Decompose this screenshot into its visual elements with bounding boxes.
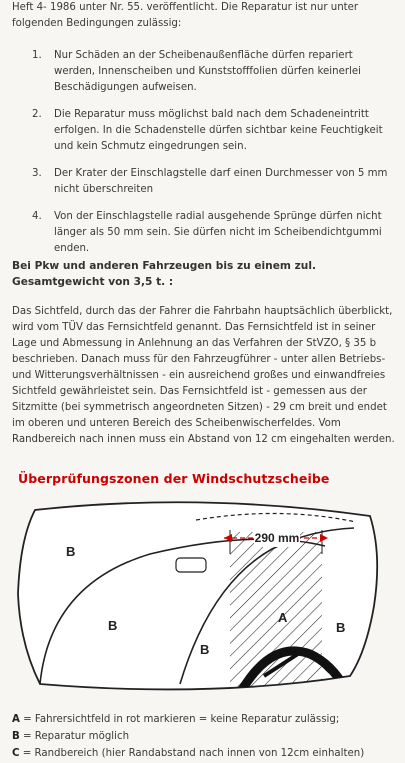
legend-text: = Reparatur möglich <box>19 731 130 742</box>
intro-text: Heft 4- 1986 unter Nr. 55. veröffentlicht. Die Reparatur ist nur unter folgenden Bedingungen zulässig: <box>12 2 359 29</box>
legend-key: A <box>12 714 20 725</box>
list-text: Von der Einschlagstelle radial ausgehende Sprünge dürfen nicht länger als 50 mm sein. Sie dürfen nicht im Scheibendichtgummi enden. <box>54 211 382 254</box>
conditions-list <box>32 48 397 268</box>
legend-item <box>12 728 401 745</box>
legend-text: = Fahrersichtfeld in rot markieren = keine Reparatur zulässig; <box>19 714 340 725</box>
legend-item <box>12 745 401 762</box>
zone-a-hatched <box>230 532 322 702</box>
list-number: 4. <box>32 211 42 222</box>
legend <box>12 711 401 762</box>
zone-label-b: B <box>108 618 118 633</box>
list-number: 3. <box>32 168 42 179</box>
zone-label-b: B <box>66 544 76 559</box>
legend-item <box>12 711 401 728</box>
section-heading: Bei Pkw und anderen Fahrzeugen bis zu einem zul. Gesamtgewicht von 3,5 t. : <box>12 260 316 288</box>
list-text: Nur Schäden an der Scheibenaußenfläche dürfen repariert werden, Innenscheiben und Kunststofffolien dürfen keinerlei Beschädigungen aufweisen. <box>54 50 361 93</box>
list-number: 2. <box>32 109 42 120</box>
list-item <box>32 107 397 155</box>
zone-label-a: A <box>278 610 288 625</box>
diagram-title: Überprüfungszonen der Windschutzscheibe <box>18 471 330 486</box>
list-item <box>32 48 397 96</box>
list-text: Der Krater der Einschlagstelle darf einen Durchmesser von 5 mm nicht überschreiten <box>54 168 388 195</box>
zone-label-b: B <box>200 642 210 657</box>
legend-key: C <box>12 748 20 759</box>
list-text: Die Reparatur muss möglichst bald nach dem Schadeneintritt erfolgen. In die Schadenstelle dürfen sichtbar keine Feuchtigkeit und kein Schmutz eingedrungen sein. <box>54 109 383 152</box>
list-item <box>32 166 397 198</box>
body-text: Das Sichtfeld, durch das der Fahrer die Fahrbahn hauptsächlich überblickt, wird vom TÜV das Fernsichtfeld genannt. Das Fernsichtfeld ist in seiner Lage und Abmessung in Anlehnung an das Verfahren der StVZO, § 35 b beschrieben. Danach muss für den Fahrzeugführer - unter allen Betriebs- und Witterungsverhältnissen - ein ausreichend großes und einwandfreies Sichtfeld gewährleistet sein. Das Fernsichtfeld ist - gemessen aus der Sitzmitte (bei symmetrisch angeordneten Sitzen) - 29 cm breit und endet im oberen und unteren Bereich des Scheibenwischerfeldes. Vom Randbereich nach innen muss ein Abstand von 12 cm eingehalten werden. <box>12 306 395 445</box>
list-item <box>32 209 397 257</box>
mirror-icon <box>176 558 206 572</box>
zone-label-b: B <box>336 620 346 635</box>
legend-key: B <box>12 731 20 742</box>
windshield-diagram <box>10 494 382 702</box>
list-number: 1. <box>32 50 42 61</box>
legend-text: = Randbereich (hier Randabstand nach innen von 12cm einhalten) <box>19 748 365 759</box>
dimension-label: 290 mm <box>254 531 300 545</box>
